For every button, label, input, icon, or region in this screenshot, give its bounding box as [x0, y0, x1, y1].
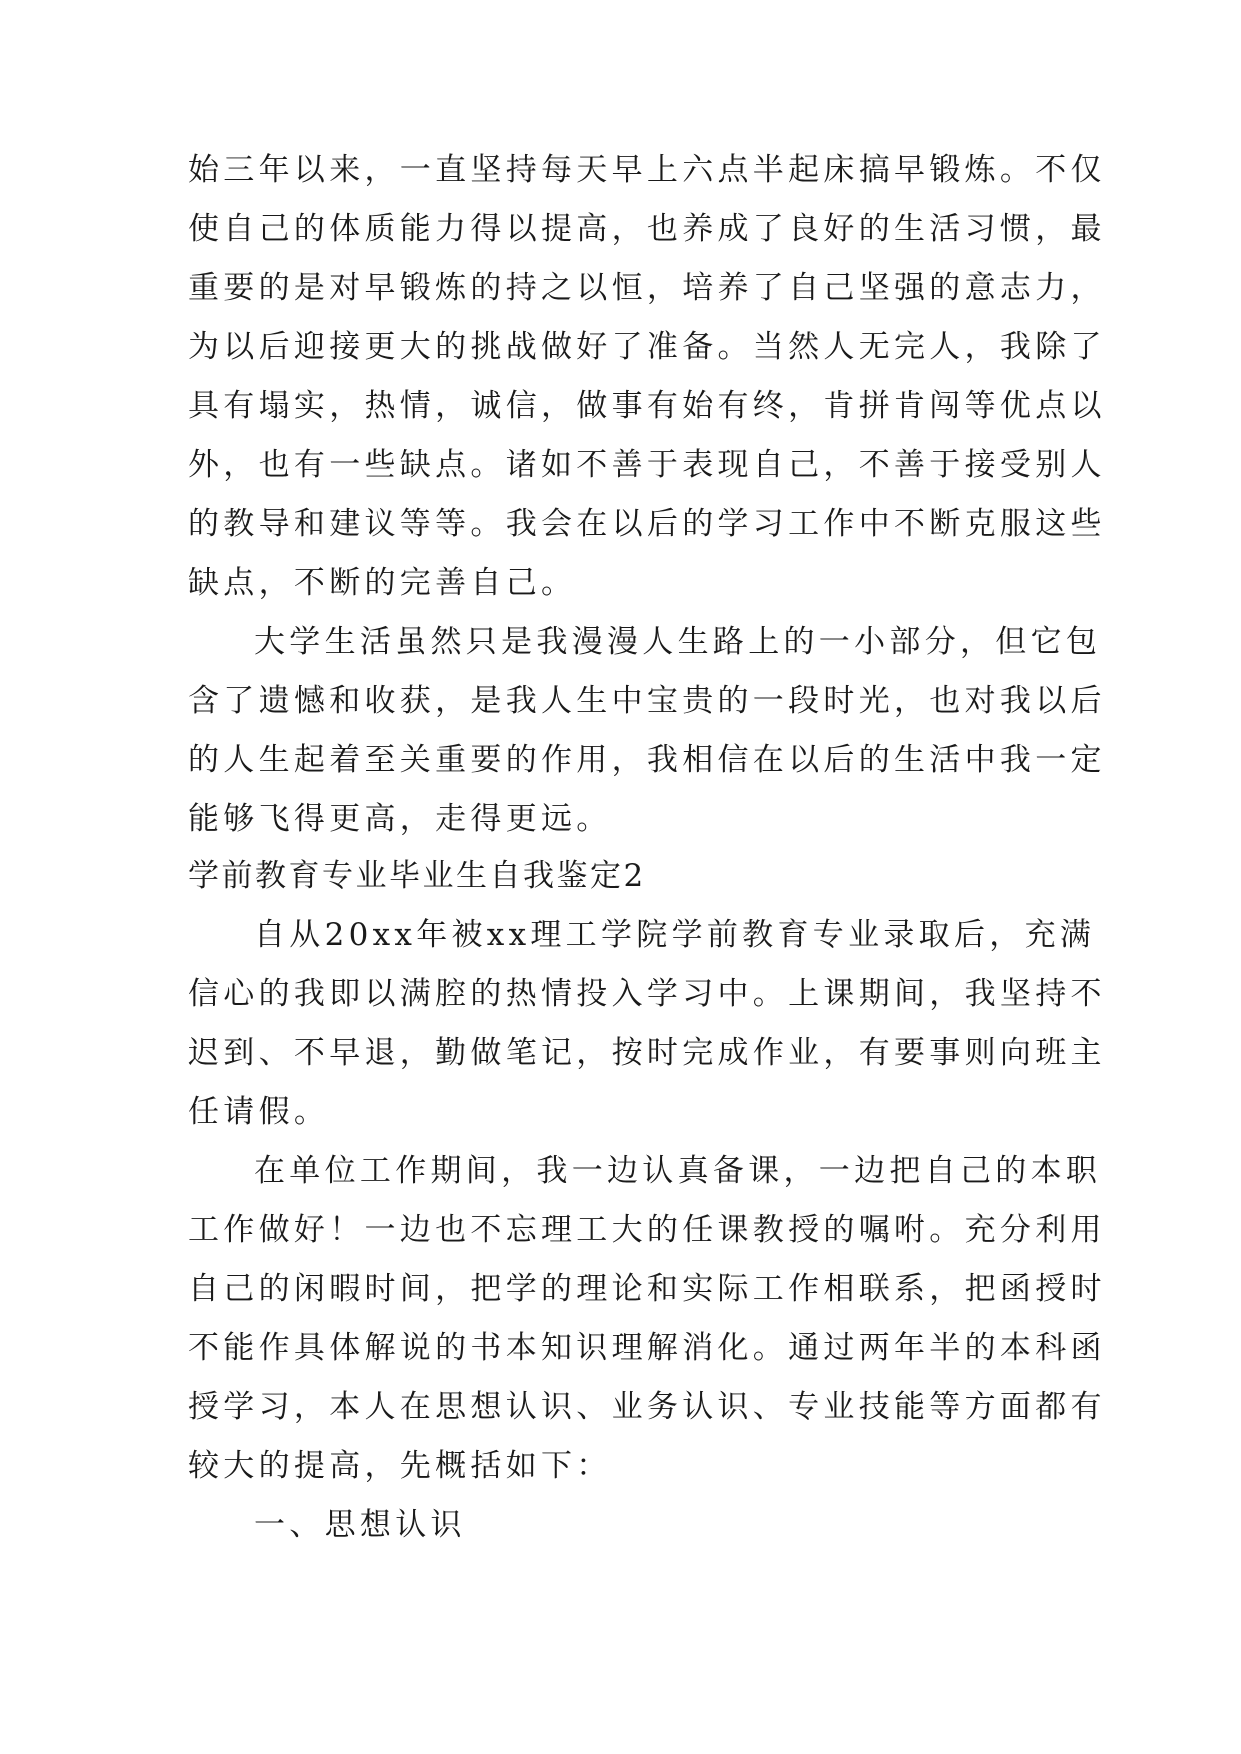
paragraph-line: 迟到、不早退，勤做笔记，按时完成作业，有要事则向班主 — [188, 1035, 1106, 1071]
paragraph-line: 含了遗憾和收获，是我人生中宝贵的一段时光，也对我以后 — [188, 683, 1106, 719]
paragraph-line: 的人生起着至关重要的作用，我相信在以后的生活中我一定 — [188, 742, 1106, 778]
paragraph-line: 为以后迎接更大的挑战做好了准备。当然人无完人，我除了 — [188, 329, 1106, 365]
paragraph-line: 使自己的体质能力得以提高，也养成了良好的生活习惯，最 — [188, 211, 1106, 247]
paragraph-line: 信心的我即以满腔的热情投入学习中。上课期间，我坚持不 — [188, 976, 1106, 1012]
paragraph-line: 授学习，本人在思想认识、业务认识、专业技能等方面都有 — [188, 1389, 1106, 1425]
paragraph-line: 外，也有一些缺点。诸如不善于表现自己，不善于接受别人 — [188, 447, 1106, 483]
paragraph-line: 任请假。 — [188, 1094, 330, 1130]
paragraph-line: 的教导和建议等等。我会在以后的学习工作中不断克服这些 — [188, 506, 1106, 542]
paragraph-line: 自从20xx年被xx理工学院学前教育专业录取后，充满 — [254, 917, 1096, 953]
paragraph-line: 较大的提高，先概括如下： — [188, 1448, 612, 1484]
paragraph-line: 具有塌实，热情，诚信，做事有始有终，肯拼肯闯等优点以 — [188, 388, 1106, 424]
paragraph-line: 始三年以来，一直坚持每天早上六点半起床搞早锻炼。不仅 — [188, 152, 1106, 188]
subheading: 一、思想认识 — [254, 1507, 466, 1543]
paragraph-line: 不能作具体解说的书本知识理解消化。通过两年半的本科函 — [188, 1330, 1106, 1366]
paragraph-line: 能够飞得更高，走得更远。 — [188, 801, 612, 837]
paragraph-line: 缺点，不断的完善自己。 — [188, 565, 577, 601]
paragraph-line: 自己的闲暇时间，把学的理论和实际工作相联系，把函授时 — [188, 1271, 1106, 1307]
paragraph-line: 重要的是对早锻炼的持之以恒，培养了自己坚强的意志力， — [188, 270, 1106, 306]
paragraph-line: 在单位工作期间，我一边认真备课，一边把自己的本职 — [254, 1153, 1102, 1189]
paragraph-line: 大学生活虽然只是我漫漫人生路上的一小部分，但它包 — [254, 624, 1102, 660]
section-title: 学前教育专业毕业生自我鉴定2 — [188, 858, 646, 894]
paragraph-line: 工作做好！一边也不忘理工大的任课教授的嘱咐。充分利用 — [188, 1212, 1106, 1248]
